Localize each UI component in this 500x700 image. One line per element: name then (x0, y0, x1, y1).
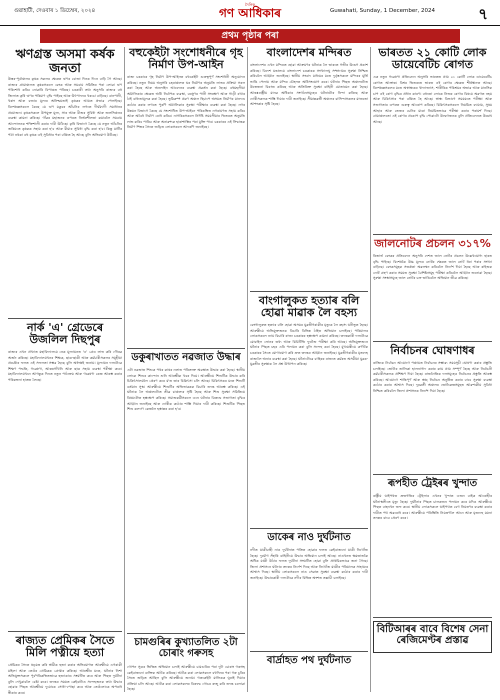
article-15-headline: বিটিআৰৰ বাবে বিশেষ সেনা ৰেজিমেণ্টৰ প্ৰস্তাৱ (376, 624, 489, 647)
article-7-body: বাংলাদেশৰ এখন মন্দিৰত হোৱা আক্ৰমণৰ ঘটনাক লৈ ভাৰতে গভীৰ উদ্বেগ প্ৰকাশ কৰিছে। বিদেশ মন্ত্ৰালয়ে বাংলাদেশ চৰকাৰক সংখ্যালঘু সম্প্ৰদায়ৰ সুৰক্ষা নিশ্চিত কৰিবলৈ আহ্বান জনাইছে। স্থানীয় সংবাদ মাধ্যমৰ মতে দুৰ্বৃত্তসকলে মন্দিৰৰ মূৰ্তি ভাঙি পেলায় আৰু মন্দিৰ চৌহদত অগ্নিসংযোগ কৰে। ঘটনাৰ পিছত অঞ্চলটোত উত্তেজনা বিৰাজ কৰিছে আৰু অতিৰিক্ত সুৰক্ষা বাহিনী মোতায়েন কৰা হৈছে। আন্তঃৰাষ্ট্ৰীয় মানৱ অধিকাৰ সংগঠনসমূহেও ঘটনাটোৰ নিন্দা কৰিছে আৰু দোষীসকলক শাস্তি দিয়াৰ দাবী জনাইছে। সীমান্তৱৰ্তী অঞ্চলৰ বাসিন্দাসকলৰ মাজতো আশংকাৰ সৃষ্টি হৈছে। (250, 63, 368, 107)
article-15-box (373, 621, 492, 653)
logo-subtitle: দৈনিক (244, 2, 256, 7)
article-14-headline: ৰূপহীত ট্ৰেইৰৰ খুন্দাত (387, 478, 478, 489)
article-8-body: বেংগালুৰুত হত্যাৰ বলি হোৱা অসমৰ যুৱতীগৰাকীৰ মৃত্যুক লৈ ৰহস্য ঘনীভূত হৈছে। আৰক্ষীয়ে অভিযুক্তজনক বিচাৰি বিভিন্ন ঠাইত অভিযান চলাইছে। পৰিয়ালৰ লোকসকলে ন্যায় বিচাৰি ৰাজ্য চৰকাৰৰ হস্তক্ষেপ কামনা কৰিছে। তদন্তকাৰী দলটোৱে মোবাইল ফোনৰ তথ্য আৰু চিচিটিভি ফুটেজ পৰীক্ষা কৰি আছে। অভিযুক্তজনে ঘটনাৰ পিছত চহৰ এৰি পলায়ন কৰা বুলি সন্দেহ কৰা হৈছে। মুখ্যমন্ত্ৰীয়ে কৰ্ণাটক চৰকাৰৰ সৈতে যোগাযোগ কৰি দ্ৰুত তদন্তৰ আহ্বান জনাইছে। যুৱতীগৰাকীৰ মৃতদেহ ৰাজ্যলৈ অনাৰ ব্যৱস্থা কৰা হৈছে। ঘটনাটোৱে বাহিৰৰ ৰাজ্যত কৰ্মৰত অসমীয়া যুৱক-যুৱতীৰ সুৰক্ষাক লৈ প্ৰশ্ন উত্থাপন কৰিছে। (250, 323, 368, 367)
column-divider (247, 47, 248, 692)
article-4-headline: বহুকেইটা সংশোধনীৰে গৃহ নিৰ্মাণ উপ-আইন (129, 46, 243, 72)
article-9-headline: ডাকেৰ নাও দুৰ্ঘটনাত (267, 532, 351, 543)
article-9-body: নদীত যাত্ৰীবাহী নাও দুৰ্ঘটনাত পতিত হোৱাৰ ফলত কেইবাজনো যাত্ৰী নিখোঁজ হৈছে। দুৰ্যোগ সঁহাৰি বাহিনীয়ে উদ্ধাৰ অভিযান চলাই আছে। নাওখনত ক্ষমতাতকৈ অধিক যাত্ৰী উঠাৰ ফলত দুৰ্ঘটনা সংঘটিত হোৱা বুলি প্ৰাথমিকভাৱে জনা গৈছে। জিলা প্ৰশাসনে ঘটনাৰ তদন্তৰ নিৰ্দেশ দিছে আৰু নিখোঁজ যাত্ৰীৰ পৰিয়ালক সাহায্যৰ আশ্বাস দিছে। স্থানীয় লোকসকলে নাও সেৱাত সুৰক্ষা ব্যৱস্থা কঠোৰ কৰাৰ দাবী জনাইছে। উদ্ধাৰকাৰী দলটোৱে নদীৰ বিভিন্ন অংশত তল্লাচী চলাইছে। (250, 548, 368, 580)
divider (373, 234, 492, 235)
article-8-headline: বাংগালুকত হত্যাৰ বলি হোৱা মাৱাক লৈ বহস্য (258, 294, 360, 320)
column-1 (8, 47, 122, 693)
section-banner: প্ৰথম পৃষ্ঠাৰ পৰা (40, 29, 460, 43)
column-divider (124, 47, 125, 692)
divider (250, 651, 368, 652)
article-5-headline: ডকুৰাখাতত নৱজাত উদ্ধাৰ (131, 352, 241, 363)
column-divider (370, 47, 371, 692)
divider (127, 348, 245, 349)
masthead-right-date: Guwahati, Sunday, 1 December, 2024 (330, 8, 435, 14)
article-4-body: ৰাজ্য চৰকাৰে গৃহ নিৰ্মাণ উপ-আইনত বহুকেইটা গুৰুত্বপূৰ্ণ সংশোধনী অনুমোদন কৰিছে। নতুন নিয়ম অনুসৰি চহৰাঞ্চলত ঘৰ নিৰ্মাণৰ অনুমতি লাভৰ প্ৰক্ৰিয়া সৰল কৰা হৈছে আৰু অনলাইন আবেদনৰ ব্যৱস্থা প্ৰৱৰ্তন কৰা হৈছে। বহুমহলীয়া অট্টালিকাৰ ক্ষেত্ৰত অগ্নি নিৰ্বাপক ব্যৱস্থা, বৰষুণৰ পানী সংৰক্ষণ আৰু গাড়ী ৰখাৰ ঠাই বাধ্যতামূলক কৰা হৈছে। ভূমিকম্প প্ৰৱণ অঞ্চল হিচাপে অসমত নিৰ্মাণৰ মানদণ্ড কঠোৰ কৰাৰ লগতে পুৰণি অট্টালিকাৰ সুৰক্ষা পৰীক্ষাৰ ব্যৱস্থা কৰা হৈছে। নগৰ উন্নয়ন বিভাগে কৈছে যে সংশোধিত উপ-আইনে পৰিকল্পিত নগৰায়ণত সহায় কৰিব আৰু অবৈধ নিৰ্মাণ ৰোধ কৰিব। নাগৰিকসকলে নিৰ্দিষ্ট সময়সীমাৰ ভিতৰত অনুমতি লাভ কৰিব পাৰিব আৰু অনাৱশ্যক হাৰাশাস্তিৰ পৰা মুক্তি পাব। চৰকাৰৰ এই সিদ্ধান্তক নিৰ্মাণ শিল্পৰ সৈতে জড়িত লোকসকলে আদৰণি জনাইছে। (127, 75, 245, 130)
column-2 (127, 46, 245, 692)
divider (250, 528, 368, 529)
page-number: ৭ (478, 5, 488, 23)
divider (8, 631, 122, 632)
newspaper-logo (205, 2, 295, 20)
article-5-body: এটা নৱজাত শিশুক পথৰ কাষৰ নলাত পৰিত্যক্ত অৱস্থাত উদ্ধাৰ কৰা হৈছে। স্থানীয় লোকে শিশুৰ কান্দোন শুনি আৰক্ষীক খবৰ দিয়ে। আৰক্ষীয়ে শিশুটিক উদ্ধাৰ কৰি চিকিৎসালয়লৈ প্ৰেৰণ কৰে য'ত তাৰ চিকিৎসা চলি আছে। চিকিৎসকৰ মতে শিশুটি বৰ্তমান সুস্থ। আৰক্ষীয়ে শিশুটিৰ অভিভাৱকক বিচাৰি তদন্ত আৰম্ভ কৰিছে। এই ঘটনাক লৈ অঞ্চলটোত তীব্ৰ চাঞ্চল্যৰ সৃষ্টি হৈছে আৰু শিশু সুৰক্ষা সমিতিয়ে বিষয়টোত হস্তক্ষেপ কৰিছে। সমাজকৰ্মীসকলে এনে ঘটনাৰ বিৰুদ্ধে সজাগতা বৃদ্ধিৰ আহ্বান জনাইছে আৰু দোষীক কঠোৰ শাস্তি দিয়াৰ দাবী কৰিছে। শিশুটিক পিছত শিশু কল্যাণ কেন্দ্ৰলৈ হস্তান্তৰ কৰা হ'ব। (127, 368, 245, 412)
divider (373, 617, 492, 618)
article-14-body: ৰাষ্ট্ৰীয় ঘাইপথত দ্ৰুতগতিৰ ট্ৰেইলাৰ এখনৰ খুন্দাত এজন বাইক আৰোহীৰ ঘটনাস্থলীতে মৃত্যু হৈছে। দুৰ্ঘটনাৰ পিছত চালকজন পলায়ন কৰে যদিও আৰক্ষীয়ে পিছত বাহনখন জব্দ কৰে। স্থানীয় লোকসকলে ঘাইপথত বেগ নিয়ন্ত্ৰণৰ ব্যৱস্থা কৰাৰ দাবীত পথ অৱৰোধ কৰে। আৰক্ষীয়ে পৰিস্থিতি নিয়ন্ত্ৰণলৈ আনে আৰু মৃতদেহ ময়না তদন্তৰ বাবে প্ৰেৰণ কৰে। (373, 494, 492, 521)
article-2-headline: নাৰ্ক 'এ' গ্ৰেডেৰে উজলিল দিছপুৰ (26, 321, 104, 347)
divider (373, 341, 492, 342)
article-6-headline: চামগুৰিৰ কুখ্যাতলিত ২টা চোৰাং গৰুসহ (134, 637, 238, 660)
article-12-headline: জালনোটৰ প্ৰচলন ৩১৭% (374, 237, 491, 250)
logo-title: গণ আধিকাৰ (218, 6, 282, 20)
divider (8, 318, 122, 319)
divider (373, 474, 492, 475)
article-7-headline: বাংলাদেশৰ মন্দিৰত (266, 46, 352, 59)
divider (250, 291, 368, 292)
article-13-headline: নিৰ্বাচনৰ ঘোষণাধৰ (390, 344, 475, 357)
column-4 (373, 47, 492, 653)
article-1-body: উত্তৰ-পূৰ্বাঞ্চলৰ কৃষক সকলৰ ক্ষেত্ৰত ঋণৰ বোজা দিনক দিনে বাঢ়ি গৈ আছে। ৰাজ্যৰ গ্ৰামাঞ্চলত কৃষকসকলে বেংক আৰু সমবায় সমিতিৰ পৰা লোৱা ঋণ পৰিশোধ কৰিব নোৱাৰি বিপাঙত পৰিছে। চৰকাৰী তথ্য অনুসৰি ৰাজ্যৰ বহু জিলাত কৃষি ঋণৰ পৰিমাণ বৃদ্ধি পাইছে আৰু উৎপাদনৰ খৰচো বাঢ়িছে। বানপানী, খৰাং আৰু বজাৰ মূল্যৰ অনিশ্চয়তাই কৃষকৰ আয়ত প্ৰভাৱ পেলাইছে। বিশেষজ্ঞসকলে কৈছে যে ঋণ মকুবৰ আঁচনিৰ লগতে দীৰ্ঘম্যাদী সমাধানৰ প্ৰয়োজন। কৃষকসকলে উপযুক্ত মূল্য, সাৰ আৰু বীজৰ সুবিধা আৰু জলসিঞ্চনৰ ব্যৱস্থা কামনা কৰিছে। গাঁৱৰ মহাজনৰ ওপৰত নিৰ্ভৰশীলতা কমাবলৈ সমবায় আন্দোলনক শক্তিশালী কৰাৰ দাবী উঠিছে। কৃষি বিভাগে কৈছে যে নতুন আঁচনিৰ জৰিয়তে কৃষকক সহায় কৰা হ'ব আৰু বীমাৰ সুবিধা বৃদ্ধি কৰা হ'ব। কিন্তু মাটিৰ পট্টা নথকা বহু কৃষক এই সুবিধাৰ পৰা বঞ্চিত হৈ আছে বুলি অভিযোগ উঠিছে। (8, 77, 122, 137)
article-1-headline: ঋণগ্ৰস্ত অসমা কৰ্ষক জনতা (15, 46, 115, 75)
article-11-body: এক নতুন গৱেষণা প্ৰতিবেদন অনুসৰি ভাৰতত প্ৰায় ২১ কোটি লোক ডায়েবেটিচ ৰোগত আক্ৰান্ত। বিশ্বৰ ভিতৰতে ভাৰত এই ৰোগৰ ক্ষেত্ৰত শীৰ্ষস্থানত আছে। বিশেষজ্ঞসকলৰ মতে অস্বাস্থ্যকৰ খাদ্যাভ্যাস, শাৰীৰিক পৰিশ্ৰমৰ অভাৱ আৰু মানসিক চাপ এই ৰোগ বৃদ্ধিৰ প্ৰধান কাৰণ। বহুতো লোকে নিজৰ ৰোগৰ বিষয়ে অৱগত নহয় আৰু চিকিৎসাৰ পৰা বঞ্চিত হৈ আছে। স্বাস্থ্য বিভাগে সময়মতে পৰীক্ষা আৰু সজাগতাৰ ওপৰত গুৰুত্ব আৰোপ কৰিছে। চিকিৎসকসকলে নিয়মিত ব্যায়াম, সুষম আহাৰ আৰু তেজৰ চেনিৰ মাত্ৰা নিয়মিতভাৱে পৰীক্ষা কৰাৰ পৰামৰ্শ দিছে। গ্ৰামাঞ্চলতো এই ৰোগৰ প্ৰকোপ বৃদ্ধি পোৱাটো উদ্বেগজনক বুলি প্ৰতিবেদনত উল্লেখ আছে। (373, 75, 492, 124)
article-13-body: ৰাজ্যিক নিৰ্বাচন আয়োগে পঞ্চায়ত নিৰ্বাচনৰ সম্ভাৱ্য সময়সূচী ঘোষণা কৰাৰ প্ৰস্তুতি চলাইছে। ভোটাৰ তালিকা হালনাগাদ কৰাৰ কাম প্ৰায় সম্পূৰ্ণ হৈছে আৰু নিৰ্বাচনী কৰ্মচাৰীসকলক প্ৰশিক্ষণ দিয়া হৈছে। ৰাজনৈতিক দলসমূহেও নিৰ্বাচনৰ প্ৰস্তুতি আৰম্ভ কৰিছে। আয়োগে শান্তিপূৰ্ণ আৰু স্বচ্ছ নিৰ্বাচন অনুষ্ঠিত কৰাৰ বাবে সুৰক্ষা ব্যৱস্থা কঠোৰ কৰাৰ আশ্বাস দিছে। দূৰৱৰ্তী অঞ্চলৰ ভোটকেন্দ্ৰসমূহত আৱশ্যকীয় সুবিধা নিশ্চিত কৰিবলৈ জিলা প্ৰশাসনক নিৰ্দেশ দিয়া হৈছে। (373, 361, 492, 393)
masthead-left-date: গুৱাহাটী, দেওবাৰ ১ ডিচেম্বৰ, ২০২৪ (14, 8, 96, 14)
divider (127, 633, 245, 634)
article-12-body: ৰিজাৰ্ভ বেংকৰ প্ৰতিবেদন অনুসৰি দেশত জাল নোটৰ প্ৰচলন উল্লেখযোগ্য হাৰত বৃদ্ধি পাইছে। বিশেষকৈ উচ্চ মূল্যৰ নোটৰ ক্ষেত্ৰত জাল নোট ধৰা পৰাৰ সংখ্যা বাঢ়িছে। বেংকসমূহক সতৰ্কতা অৱলম্বন কৰিবলৈ নিৰ্দেশ দিয়া হৈছে আৰু ৰাইজক নোট গ্ৰহণ কৰাৰ সময়ত সুৰক্ষা বৈশিষ্ট্যসমূহ পৰীক্ষা কৰিবলৈ আহ্বান জনোৱা হৈছে। সুৰক্ষা সংস্থাসমূহে জাল নোটৰ চক্ৰ ভাঙিবলৈ অভিযান তীব্ৰ কৰিছে। (373, 254, 492, 281)
column-3 (250, 47, 368, 671)
article-10-headline: বাৰ্দ্ৰাহত পথ দুৰ্ঘটনাত (266, 655, 352, 666)
article-2-body: ৰাজ্যৰ এখন প্ৰখ্যাত মহাবিদ্যালয়ে নেক মূল্যায়নত 'এ' গ্ৰেড লাভ কৰি গৌৰৱ অৰ্জন কৰিছে। মহাবিদ্যালয়খনৰ শিক্ষক, ছাত্ৰ-ছাত্ৰী আৰু কৰ্মচাৰীসকলৰ সমূহীয়া প্ৰচেষ্টাৰ ফলত এই সফলতা সম্ভৱ হৈছে বুলি অধ্যক্ষই জনায়। মূল্যায়ন দলটোৱে শিক্ষণ পদ্ধতি, গৱেষণা, আন্তঃগাঁথনি আৰু ছাত্ৰ সহায় ব্যৱস্থা পৰীক্ষা কৰে। মহাবিদ্যালয়খনে আগন্তুক দিনত নতুন পাঠ্যক্ৰম আৰু গৱেষণা কেন্দ্ৰ আৰম্ভ কৰাৰ পৰিকল্পনা হাতত লৈছে। (8, 350, 122, 382)
article-3-headline: ৰাজ্যত প্ৰেমিকৰ সৈতে মিলি পত্নীয়ে হত্যা (15, 634, 115, 660)
article-11-headline: ভাৰতত ২১ কোটি লোক ডায়েবেটিচ ৰোগত (378, 46, 487, 72)
article-3-body: প্ৰেমিকৰ সৈতে ষড়যন্ত্ৰ কৰি স্বামীক হত্যা কৰাৰ অভিযোগত আৰক্ষীয়ে এগৰাকী মহিলা আৰু তেওঁৰ প্ৰেমিকক গ্ৰেপ্তাৰ কৰিছে। আৰক্ষীৰ মতে, ঘটনাৰ নিশা অভিযুক্তসকলে পূৰ্বপৰিকল্পিতভাৱে হত্যাকাণ্ড সংঘটিত কৰে আৰু পিছত দুৰ্ঘটনা বুলি দেখুৱাবলৈ চেষ্টা কৰে। তদন্তৰ সময়ত কেইবাটাও সন্দেহজনক তথ্য উদ্ধাৰ হোৱাৰ পিছত আৰক্ষীয়ে দুয়োকে সোধা-পোছা কৰে আৰু তেওঁলোকে অপৰাধ স্বীকাৰ কৰে। (8, 663, 122, 695)
article-6-body: গোপন সূত্ৰৰ ভিত্তিত অভিযান চলাই আৰক্ষীয়ে চামগুৰিৰ পৰা দুটা চোৰাং গৰুসহ কেইবাজনো ব্যক্তিক আটক কৰিছে। আটক কৰা লোকসকলে বহুদিনৰ পৰা গৰু চুৰিৰ সৈতে জড়িত আছিল বুলি আৰক্ষীয়ে জনায়। গৰুকেইটা মালিকক ঘূৰাই দিয়াৰ প্ৰক্ৰিয়া চলি আছে। আটক কৰা লোকসকলৰ বিৰুদ্ধে গোচৰ ৰুজু কৰি তদন্ত চলোৱা হৈছে। (127, 665, 245, 692)
masthead (0, 0, 500, 26)
